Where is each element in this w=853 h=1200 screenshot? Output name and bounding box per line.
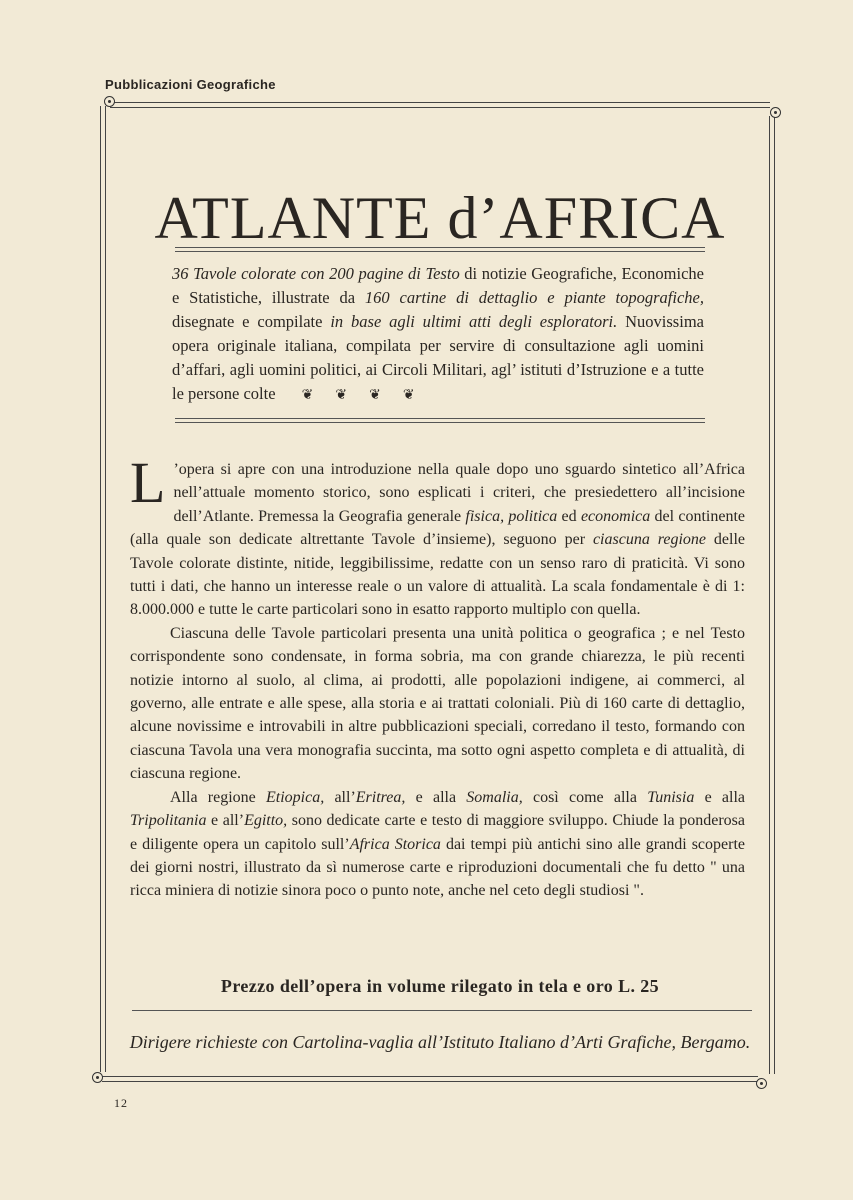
page-number: 12: [114, 1096, 128, 1110]
p3-italic: Tunisia: [647, 788, 695, 806]
drop-cap: L: [130, 450, 166, 515]
p3-text: dai tempi più antichi sino alle grandi scoperte dei giorni nostri, illustrato da sì numerose carte e riproduzioni documentali che fu detto " una ricca miniera di notizie sinora poco o punto note, anche nel ceto degli studiosi ".: [130, 835, 745, 900]
fleuron-icon: ❦: [402, 388, 415, 403]
p3-text: e alla: [405, 788, 467, 806]
body-paragraph-3: [130, 786, 745, 903]
fleuron-icon: ❦: [369, 388, 381, 403]
frame-left-border: [100, 106, 106, 1072]
corner-ornament-icon: [756, 1078, 767, 1089]
p1-text: ’opera si apre con una introduzione nella quale dopo uno sguardo sintetico all’Africa nell’attuale momento storico, sono esplicati i criteri, che presiedettero all’incisione dell’Atlante. Premessa la Geografia generale: [173, 461, 745, 525]
corner-ornament-icon: [770, 107, 781, 118]
p3-text: sono dedicate carte e testo di maggiore sviluppo. Chiude la ponderosa e diligente opera un capitolo sull’: [130, 812, 746, 853]
p1-italic: ciascuna regione: [592, 531, 707, 549]
price-line: Prezzo dell’opera in volume rilegato in tela e oro L. 25: [220, 976, 660, 996]
frame-top-border: [110, 102, 770, 108]
body-paragraph-2: Ciascuna delle Tavole particolari presenta una unità politica o geografica ; e nel Testo corrispondente sono condensate, in forma sobria, ma con grande chiarezza, le più recenti notizie intorno al suolo, al clima, ai prodotti, alle popolazioni indigene, ai commerci, al governo, alle entrate e alle spese, alla storia e ai trattati coloniali. Più di 160 carte di dettaglio, alcune novissime e introvabili in altre pubblicazioni speciali, corredano il testo, formando con ciascuna Tavola una vera monografia succinta, ma sotto ogni aspetto completa e di attualità, di ciascuna regione.: [130, 624, 745, 783]
intro-rule: [175, 418, 705, 423]
page-title: ATLANTE d’AFRICA: [154, 185, 726, 252]
frame-bottom-border: [102, 1076, 758, 1082]
p1-text: del continente (alla quale son dedicate altrettante Tavole d’insieme), seguono per: [130, 507, 746, 549]
p3-text: Alla regione: [170, 788, 266, 806]
order-instructions: Dirigere richieste con Cartolina-vaglia all’Istituto Italiano d’Arti Grafiche, Bergamo.: [129, 1032, 751, 1052]
corner-ornament-icon: [92, 1072, 103, 1083]
fleuron-icon: ❦: [301, 388, 314, 403]
p1-text: delle Tavole colorate distinte, nitide, leggibilissime, redatte con un senso raro di praticità. Vi sono tutti i dati, che hanno un interesse reale o un valore di attualità. La scala fondamentale è di 1: 8.000.000 e tutte le carte particolari sono in esatto rapporto multiplo con quella.: [130, 531, 746, 619]
p3-italic: Africa Storica: [349, 835, 441, 853]
body-paragraph-1: [130, 450, 746, 622]
p3-italic: Somalia,: [466, 788, 523, 806]
intro-tavole: 36 Tavole colorate con 200 pagine di Testo: [172, 264, 460, 283]
p3-text: e all’: [206, 812, 245, 830]
intro-text-1: di notizie Geografiche, Economiche e Statistiche, illustrate da: [172, 264, 704, 307]
fleuron-row: [280, 384, 415, 403]
intro-base: in base agli ultimi atti degli esploratori.: [330, 312, 618, 331]
intro-cartine: 160 cartine di dettaglio e piante topografiche,: [364, 288, 704, 307]
frame-right-border: [769, 116, 775, 1074]
intro-text-2: disegnate e compilate: [172, 312, 331, 331]
p3-text: e alla: [694, 788, 746, 806]
fleuron-icon: ❦: [335, 388, 348, 403]
p1-text: ed: [557, 507, 581, 525]
p3-italic: Egitto,: [244, 812, 288, 830]
section-header: Pubblicazioni Geografiche: [105, 77, 276, 92]
p3-italic: Etiopica,: [266, 788, 325, 806]
p1-italic: economica: [580, 507, 651, 525]
p3-italic: Tripolitania: [130, 812, 207, 830]
p3-text: così come alla: [522, 788, 648, 806]
p3-text: all’: [324, 788, 356, 806]
corner-ornament-icon: [104, 96, 115, 107]
price-rule: [132, 1010, 752, 1011]
body-text: [130, 450, 746, 903]
intro-text-3: Nuovissima opera originale italiana, compilata per servire di consultazione agli uomini d’affari, agli uomini politici, ai Circoli Militari, agl’ istituti d’Istruzione e a tutte le persone colte: [172, 312, 704, 403]
title-rule: [175, 247, 705, 252]
p3-italic: Eritrea,: [355, 788, 406, 806]
p1-italic: fisica, politica: [465, 507, 558, 525]
intro-paragraph: [172, 262, 704, 408]
